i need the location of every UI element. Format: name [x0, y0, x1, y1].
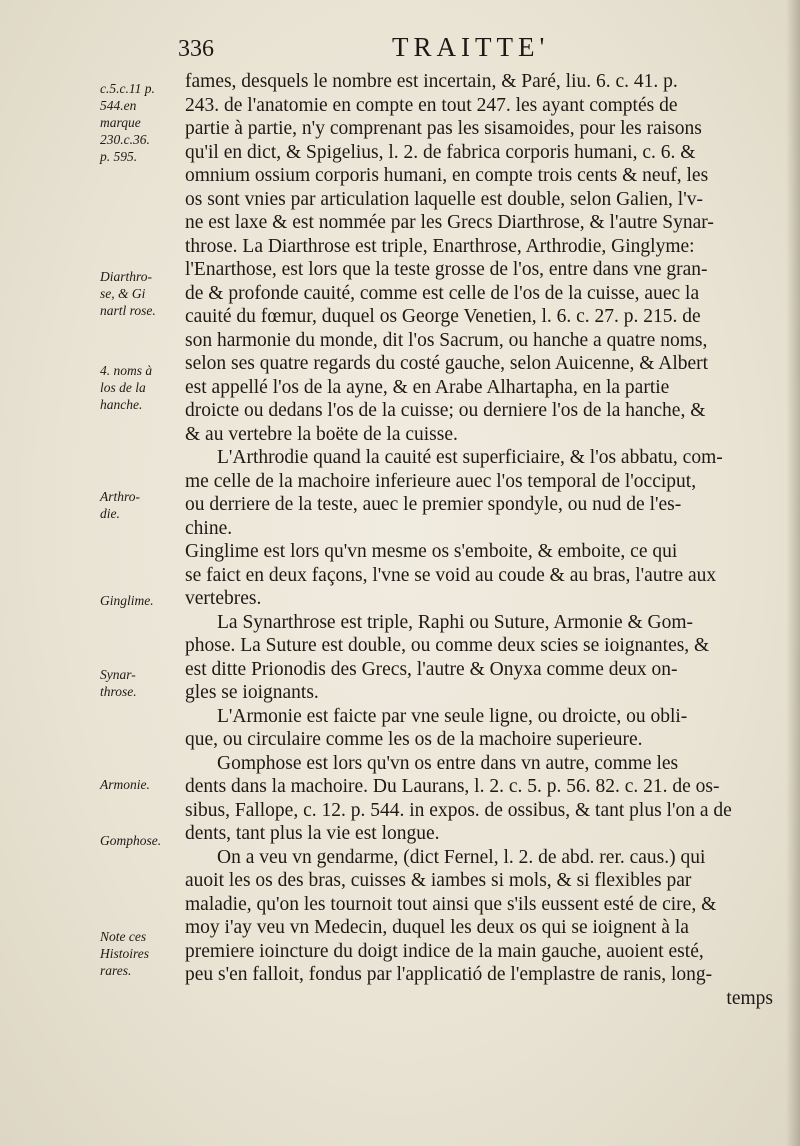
paragraph	[185, 846, 775, 987]
text-line: omnium ossium corporis humani, en compte trois cents & neuf, les	[185, 165, 709, 186]
running-title: TRAITTE'	[392, 32, 550, 62]
text-line: est appellé l'os de la ayne, & en Arabe Alhartapha, en la partie	[185, 376, 670, 398]
paragraph	[185, 705, 775, 752]
text-line: droicte ou dedans l'os de la cuisse; ou derniere l'os de la hanche, &	[185, 400, 706, 421]
paragraph	[185, 611, 775, 705]
text-line: qu'il en dict, & Spigelius, l. 2. de fabrica corporis humani, c. 6. &	[185, 141, 696, 163]
text-line: peu s'en falloit, fondus par l'applicatió de l'emplastre de ranis, long-	[185, 964, 713, 985]
margin-note: c.5.c.11 p. 544.en marque 230.c.36. p. 595.	[100, 81, 155, 164]
page-number: 336	[178, 36, 214, 62]
text-line: On a veu vn gendarme, (dict Fernel, l. 2. de abd. rer. caus.) qui	[217, 846, 706, 868]
text-line: l'Enarthose, est lors que la teste grosse de l'os, entre dans vne gran-	[185, 259, 708, 280]
text-line: que, ou circulaire comme les os de la machoire superieure.	[185, 729, 643, 750]
paragraph	[185, 752, 775, 846]
text-line: sibus, Fallope, c. 12. p. 544. in expos. de ossibus, & tant plus l'on a de	[185, 799, 732, 821]
text-line: La Synarthrose est triple, Raphi ou Suture, Armonie & Gom-	[217, 611, 694, 633]
text-line: dents, tant plus la vie est longue.	[185, 823, 440, 844]
margin-note: Arthro- die.	[100, 489, 140, 521]
text-line: Gomphose est lors qu'vn os entre dans vn autre, comme les	[217, 752, 679, 774]
margin-note: 4. noms à los de la hanche.	[100, 363, 153, 412]
text-line: maladie, qu'on les tournoit tout ainsi que s'ils eussent esté de cire, &	[185, 893, 717, 915]
text-line: Ginglime est lors qu'vn mesme os s'emboite, & emboite, ce qui	[185, 541, 678, 562]
body-text	[185, 70, 775, 1010]
text-line: L'Arthrodie quand la cauité est superficiaire, & l'os abbatu, com-	[217, 447, 723, 468]
text-line: de & profonde cauité, comme est celle de l'os de la cuisse, auec la	[185, 282, 700, 304]
margin-note: Note ces Histoires rares.	[100, 929, 150, 978]
margin-note: Gomphose.	[100, 833, 162, 848]
paragraph	[185, 540, 775, 611]
margin-note: Diarthro- se, & Gi nartl rose.	[100, 269, 156, 318]
text-line: selon ses quatre regards du costé gauche, selon Auicenne, & Albert	[185, 353, 709, 374]
text-line: cauité du fœmur, duquel os George Venetien, l. 6. c. 27. p. 215. de	[185, 306, 701, 327]
text-line: auoit les os des bras, cuisses & iambes si mols, & si flexibles par	[185, 870, 692, 891]
text-line: L'Armonie est faicte par vne seule ligne, ou droicte, ou obli-	[217, 705, 688, 727]
text-line: premiere ioincture du doigt indice de la main gauche, auoient esté,	[185, 940, 704, 962]
text-line: chine.	[185, 517, 233, 539]
text-line: os sont vnies par articulation laquelle est double, selon Galien, l'v-	[185, 188, 703, 210]
text-line: ou derriere de la teste, auec le premier spondyle, ou nud de l'es-	[185, 494, 682, 515]
text-line: gles se ioignants.	[185, 682, 319, 703]
catchword: temps	[726, 987, 773, 1009]
paragraph	[185, 70, 775, 446]
text-line: ne est laxe & est nommée par les Grecs Diarthrose, & l'autre Synar-	[185, 212, 714, 233]
margin-note: Armonie.	[100, 777, 150, 792]
text-line: moy i'ay veu vn Medecin, duquel les deux os qui se ioignent à la	[185, 917, 689, 938]
paragraph	[185, 446, 775, 540]
text-line: fames, desquels le nombre est incertain, & Paré, liu. 6. c. 41. p.	[185, 71, 678, 92]
text-line: throse. La Diarthrose est triple, Enarthrose, Arthrodie, Ginglyme:	[185, 235, 695, 257]
text-line: 243. de l'anatomie en compte en tout 247. les ayant comptés de	[185, 94, 678, 116]
text-line: me celle de la machoire inferieure auec l'os temporal de l'occiput,	[185, 470, 697, 492]
text-line: partie à partie, n'y comprenant pas les sisamoides, pour les raisons	[185, 118, 702, 139]
page-edge-shadow	[786, 0, 800, 1146]
margin-note: Ginglime.	[100, 593, 154, 608]
text-line: se faict en deux façons, l'vne se void au coude & au bras, l'autre aux	[185, 564, 717, 586]
text-line: dents dans la machoire. Du Laurans, l. 2. c. 5. p. 56. 82. c. 21. de os-	[185, 776, 720, 797]
text-line: est ditte Prionodis des Grecs, l'autre & Onyxa comme deux on-	[185, 658, 678, 680]
margin-note: Synar- throse.	[100, 667, 137, 699]
margin-notes	[0, 0, 190, 1146]
text-line: son harmonie du monde, dit l'os Sacrum, ou hanche a quatre noms,	[185, 329, 708, 351]
text-line: vertebres.	[185, 588, 262, 609]
text-line: & au vertebre la boëte de la cuisse.	[185, 423, 458, 445]
text-line: phose. La Suture est double, ou comme deux scies se ioignantes, &	[185, 635, 710, 656]
